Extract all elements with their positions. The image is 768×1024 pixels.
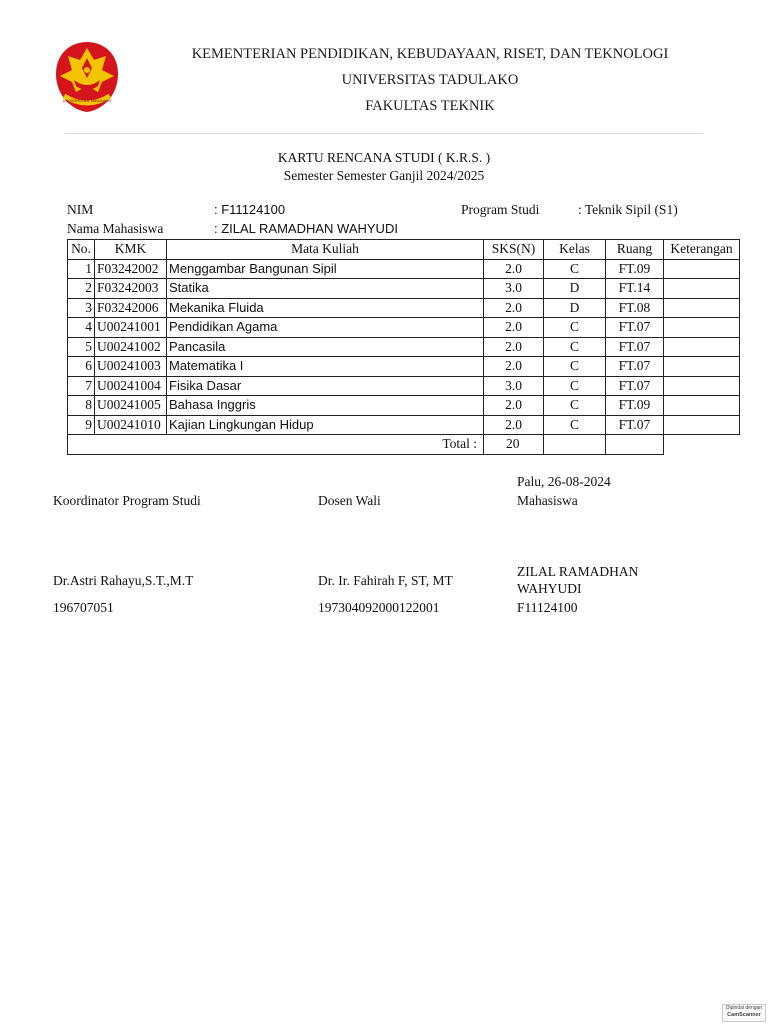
logo-text: UNIVERSITAS TADULAKO	[62, 98, 112, 103]
cell-kmk: U00241010	[95, 415, 167, 435]
cell-mata-kuliah: Mekanika Fluida	[167, 298, 484, 318]
cell-kmk: U00241002	[95, 337, 167, 357]
cell-no: 9	[68, 415, 95, 435]
table-row	[68, 337, 740, 357]
watermark-line2: CamScanner	[727, 1012, 761, 1018]
cell-kmk: F03242006	[95, 298, 167, 318]
name-value: : ZILAL RAMADHAN WAHYUDI	[214, 221, 398, 236]
cell-no: 2	[68, 279, 95, 299]
cell-keterangan	[664, 396, 740, 416]
table-row	[68, 279, 740, 299]
cell-sks: 2.0	[484, 298, 544, 318]
place-date: Palu, 26-08-2024	[517, 474, 611, 489]
faculty-name: FAKULTAS TEKNIK	[365, 98, 495, 114]
nim-value: : F11124100	[214, 202, 286, 217]
header-no: No.	[68, 240, 95, 260]
header-sks: SKS(N)	[484, 240, 544, 260]
cell-keterangan	[664, 357, 740, 377]
koordinator-name: Dr.Astri Rahayu,S.T.,M.T	[53, 573, 194, 588]
course-table	[67, 239, 740, 455]
total-empty-cell	[606, 435, 664, 455]
header-ruang: Ruang	[606, 240, 664, 260]
koordinator-role: Koordinator Program Studi	[53, 493, 201, 508]
total-label: Total :	[68, 435, 484, 455]
header-divider	[65, 133, 703, 134]
cell-sks: 2.0	[484, 318, 544, 338]
ministry-name: KEMENTERIAN PENDIDIKAN, KEBUDAYAAN, RISET, DAN TEKNOLOGI	[191, 46, 669, 62]
total-row	[68, 435, 740, 455]
cell-sks: 2.0	[484, 337, 544, 357]
cell-mata-kuliah: Matematika I	[167, 357, 484, 377]
cell-no: 3	[68, 298, 95, 318]
cell-ruang: FT.07	[606, 357, 664, 377]
table-body	[68, 259, 740, 454]
cell-ruang: FT.09	[606, 396, 664, 416]
cell-mata-kuliah: Bahasa Inggris	[167, 396, 484, 416]
cell-ruang: FT.07	[606, 376, 664, 396]
cell-mata-kuliah: Fisika Dasar	[167, 376, 484, 396]
university-name: UNIVERSITAS TADULAKO	[341, 72, 519, 88]
cell-kelas: C	[544, 376, 606, 396]
dosen-wali-role: Dosen Wali	[318, 493, 381, 508]
nim-label: NIM	[67, 202, 94, 217]
cell-kelas: D	[544, 279, 606, 299]
cell-keterangan	[664, 259, 740, 279]
cell-sks: 2.0	[484, 357, 544, 377]
cell-kelas: C	[544, 337, 606, 357]
table-row	[68, 357, 740, 377]
cell-no: 4	[68, 318, 95, 338]
table-row	[68, 376, 740, 396]
cell-keterangan	[664, 376, 740, 396]
cell-keterangan	[664, 279, 740, 299]
cell-keterangan	[664, 318, 740, 338]
cell-no: 8	[68, 396, 95, 416]
university-logo	[52, 40, 122, 114]
program-label: Program Studi	[461, 202, 540, 217]
camscanner-watermark	[722, 1004, 766, 1022]
header-keterangan: Keterangan	[664, 240, 740, 260]
cell-kelas: C	[544, 396, 606, 416]
mahasiswa-name-line2: WAHYUDI	[517, 581, 582, 596]
cell-ruang: FT.07	[606, 318, 664, 338]
cell-sks: 2.0	[484, 396, 544, 416]
cell-keterangan	[664, 337, 740, 357]
cell-kmk: U00241005	[95, 396, 167, 416]
cell-no: 7	[68, 376, 95, 396]
cell-ruang: FT.07	[606, 415, 664, 435]
header-mata-kuliah: Mata Kuliah	[167, 240, 484, 260]
cell-ruang: FT.14	[606, 279, 664, 299]
cell-kmk: F03242003	[95, 279, 167, 299]
header-kelas: Kelas	[544, 240, 606, 260]
cell-kmk: U00241004	[95, 376, 167, 396]
cell-keterangan	[664, 415, 740, 435]
cell-mata-kuliah: Statika	[167, 279, 484, 299]
cell-kmk: U00241001	[95, 318, 167, 338]
table-row	[68, 298, 740, 318]
cell-kelas: C	[544, 259, 606, 279]
total-value: 20	[484, 435, 544, 455]
table-row	[68, 415, 740, 435]
mahasiswa-role: Mahasiswa	[517, 493, 578, 508]
cell-no: 5	[68, 337, 95, 357]
mahasiswa-name-line1: ZILAL RAMADHAN	[517, 564, 639, 579]
total-empty-cell	[664, 435, 740, 455]
cell-mata-kuliah: Pendidikan Agama	[167, 318, 484, 338]
semester-subtitle: Semester Semester Ganjil 2024/2025	[283, 168, 485, 183]
cell-kelas: C	[544, 357, 606, 377]
table-row	[68, 259, 740, 279]
cell-sks: 3.0	[484, 376, 544, 396]
cell-kmk: F03242002	[95, 259, 167, 279]
cell-no: 1	[68, 259, 95, 279]
table-row	[68, 396, 740, 416]
cell-kelas: D	[544, 298, 606, 318]
cell-kelas: C	[544, 318, 606, 338]
koordinator-id: 196707051	[53, 600, 114, 615]
name-label: Nama Mahasiswa	[67, 221, 164, 236]
cell-mata-kuliah: Pancasila	[167, 337, 484, 357]
header-kmk: KMK	[95, 240, 167, 260]
table-header-row	[68, 240, 740, 260]
cell-mata-kuliah: Kajian Lingkungan Hidup	[167, 415, 484, 435]
program-value: : Teknik Sipil (S1)	[578, 202, 678, 217]
cell-sks: 2.0	[484, 259, 544, 279]
cell-kmk: U00241003	[95, 357, 167, 377]
cell-no: 6	[68, 357, 95, 377]
cell-ruang: FT.07	[606, 337, 664, 357]
cell-keterangan	[664, 298, 740, 318]
dosen-wali-name: Dr. Ir. Fahirah F, ST, MT	[318, 573, 453, 588]
cell-kelas: C	[544, 415, 606, 435]
cell-mata-kuliah: Menggambar Bangunan Sipil	[167, 259, 484, 279]
table-row	[68, 318, 740, 338]
cell-ruang: FT.08	[606, 298, 664, 318]
mahasiswa-id: F11124100	[517, 600, 578, 615]
cell-ruang: FT.09	[606, 259, 664, 279]
dosen-wali-id: 197304092000122001	[318, 600, 440, 615]
watermark-line1: Dipindai dengan	[725, 1005, 763, 1011]
document-title: KARTU RENCANA STUDI ( K.R.S. )	[277, 150, 491, 165]
total-empty-cell	[544, 435, 606, 455]
cell-sks: 2.0	[484, 415, 544, 435]
cell-sks: 3.0	[484, 279, 544, 299]
